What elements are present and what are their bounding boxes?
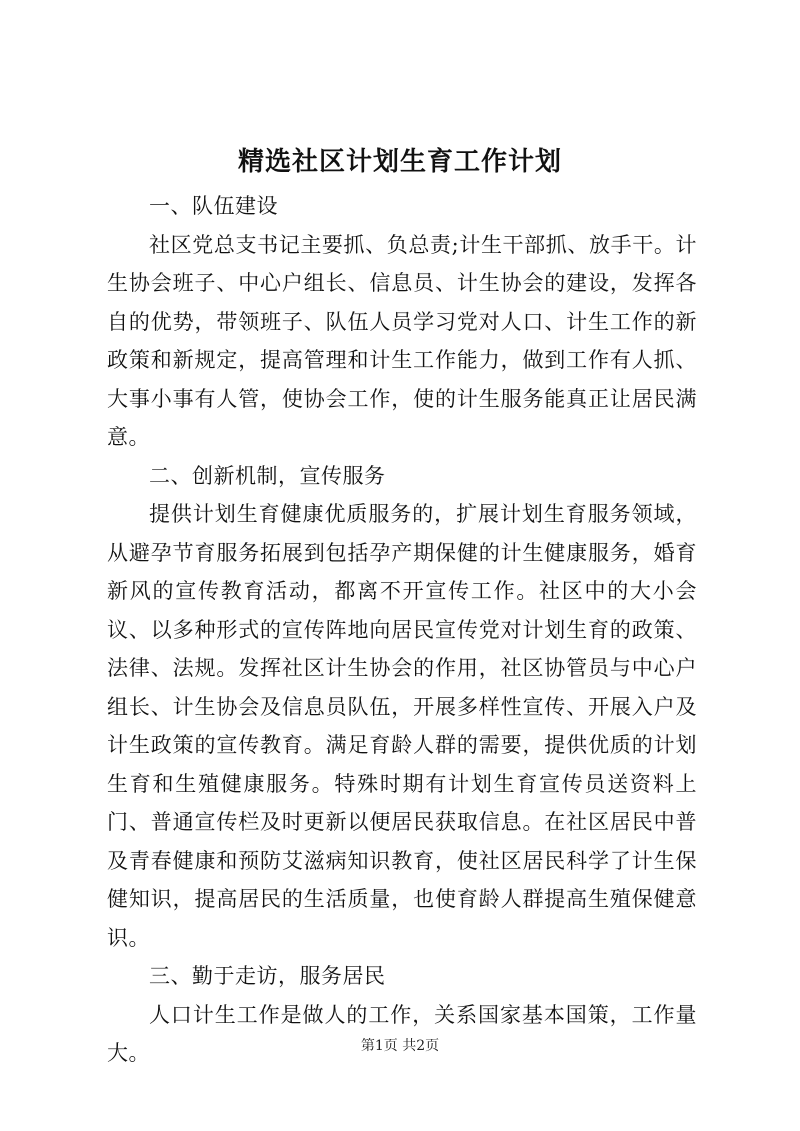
section-paragraph-innovation-publicity: 提供计划生育健康优质服务的，扩展计划生育服务领域，从避孕节育服务拓展到包括孕产期保健的计生健康服务，婚育新风的宣传教育活动，都离不开宣传工作。社区中的大小会议、以多种形式的宣传阵地向居民宣传党对计划生育的政策、法律、法规。发挥社区计生协会的作用，社区协管员与中心户组长、计生协会及信息员队伍，开展多样性宣传、开展入户及计生政策的宣传教育。满足育龄人群的需要，提供优质的计划生育和生殖健康服务。特殊时期有计划生育宣传员送资料上门、普通宣传栏及时更新以便居民获取信息。在社区居民中普及青春健康和预防艾滋病知识教育，使社区居民科学了计生保健知识，提高居民的生活质量，也使育龄人群提高生殖保健意识。 — [107, 502, 697, 950]
section-paragraph-team-building: 社区党总支书记主要抓、负总责;计生干部抓、放手干。计生协会班子、中心户组长、信息员、计生协会的建设，发挥各自的优势，带领班子、队伍人员学习党对人口、计生工作的新政策和新规定，提高管理和计生工作能力，做到工作有人抓、大事小事有人管，使协会工作，使的计生服务能真正让居民满意。 — [107, 232, 697, 449]
page-number-footer: 第1页 共2页 — [360, 1038, 440, 1054]
section-heading-innovation-publicity: 二、创新机制，宣传服务 — [149, 463, 386, 488]
section-heading-visits-service: 三、勤于走访，服务居民 — [149, 964, 386, 988]
section-paragraph-visits-service: 人口计生工作是做人的工作，关系国家基本国策，工作量大。 — [107, 1002, 697, 1065]
document-title: 精选社区计划生育工作计划 — [237, 147, 562, 177]
section-heading-team-building: 一、队伍建设 — [149, 194, 278, 218]
document-body — [107, 187, 697, 1073]
